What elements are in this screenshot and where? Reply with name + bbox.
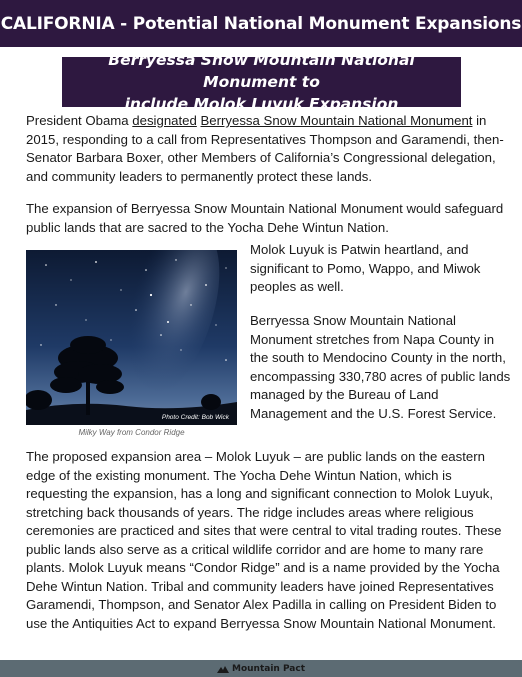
paragraph-monument-extent: Berryessa Snow Mountain National Monument stretches from Napa County in the south to Mendocino County in the north, encompassing 330,780 acres of public lands managed by the Bureau of Land Management and the U.S. Forest Service. xyxy=(250,313,511,421)
monument-link[interactable]: Berryessa Snow Mountain National Monument xyxy=(200,113,473,128)
milky-way-photo xyxy=(26,250,237,425)
paragraph-heartland: Molok Luyuk is Patwin heartland, and significant to Pomo, Wappo, and Miwok peoples as well. xyxy=(250,242,481,294)
mountain-icon xyxy=(217,665,229,673)
paragraph-intro-post: in 2015, responding to a call from Representatives Thompson and Garamendi, then-Senator Barbara Boxer, other Members of California’s Congressional delegation, and community leaders to permanently protect these lands. xyxy=(26,113,504,184)
photo-caption: Milky Way from Condor Ridge xyxy=(78,428,185,437)
paragraph-intro-pre: President Obama xyxy=(26,113,133,128)
footer-logo-text: Mountain Pact xyxy=(231,663,306,674)
header-bar xyxy=(0,0,522,47)
photo-credit: Photo Credit: Bob Wick xyxy=(161,414,229,421)
subtitle-box xyxy=(62,51,461,113)
mountain-pact-logo xyxy=(217,664,305,674)
page-title: CALIFORNIA - Potential National Monument Expansions xyxy=(0,13,522,34)
paragraph-proposed-expansion: The proposed expansion area – Molok Luyuk – are public lands on the eastern edge of the existing monument. The Yocha Dehe Wintun Nation, which is requesting the expansion, has a long and significant connection to Molok Luyuk, stretching back thousands of years. The ridge includes areas where religious ceremonies are practiced and sites that were central to vital trading routes. These public lands also serve as a critical wildlife corridor and are home to many rare plants. Molok Luyuk means “Condor Ridge” and is a name provided by the Yocha Dehe Wintun Nation. Tribal and community leaders have joined Representatives Garamendi, Thompson, and Senator Alex Padilla in calling on President Biden to use the Antiquities Act to expand Berryessa Snow Mountain National Monument. xyxy=(26,449,502,631)
paragraph-intro xyxy=(26,112,512,186)
subtitle-line-1: Berryessa Snow Mountain National Monument to xyxy=(108,51,415,91)
footer-bar xyxy=(0,660,522,677)
paragraph-expansion: The expansion of Berryessa Snow Mountain National Monument would safeguard public lands that are sacred to the Yocha Dehe Wintun Nation. xyxy=(26,201,504,235)
designated-link[interactable]: designated xyxy=(132,113,197,128)
subtitle-line-2: include Molok Luyuk Expansion xyxy=(124,95,399,113)
